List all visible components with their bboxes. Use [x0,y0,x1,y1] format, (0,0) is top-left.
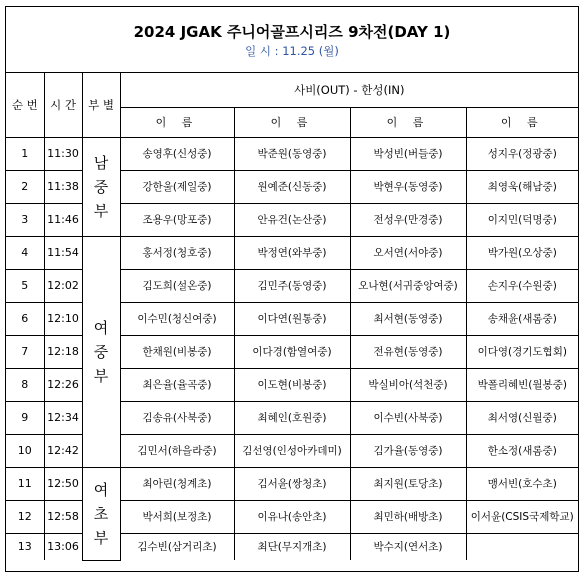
row-time: 12:34 [44,401,82,434]
player-name: 박수지(연서초) [350,533,466,560]
header-time: 시 간 [44,73,82,137]
row-number: 12 [6,500,44,533]
player-name: 최은율(율곡중) [120,368,234,401]
header-division: 부 별 [82,73,120,137]
player-name: 오나현(서귀중앙여중) [350,269,466,302]
row-number: 8 [6,368,44,401]
row-time: 12:58 [44,500,82,533]
row-number: 9 [6,401,44,434]
player-name: 전성우(만경중) [350,203,466,236]
player-name: 이수민(청신여중) [120,302,234,335]
header-name-4: 이 름 [466,107,578,137]
player-name: 김가율(동영중) [350,434,466,467]
player-name: 이지민(덕명중) [466,203,578,236]
player-name: 안유건(논산중) [234,203,350,236]
player-name: 김민주(동영중) [234,269,350,302]
division-char: 초 [93,504,109,523]
document-date: 일 시 : 11.25 (월) [245,44,339,58]
player-name: 최민하(배방초) [350,500,466,533]
division-cell [82,467,120,560]
division-char: 중 [93,342,109,361]
player-name [466,533,578,560]
player-name: 이유나(송안초) [234,500,350,533]
player-name: 한채원(비봉중) [120,335,234,368]
header-course: 사비(OUT) - 한성(IN) [120,73,578,107]
tee-time-table [6,73,578,561]
player-name: 이서윤(CSIS국제학교) [466,500,578,533]
header-name-1: 이 름 [120,107,234,137]
player-name: 김선영(인성아카데미) [234,434,350,467]
row-number: 10 [6,434,44,467]
row-number: 3 [6,203,44,236]
player-name: 김송유(사북중) [120,401,234,434]
player-name: 이다연(원통중) [234,302,350,335]
player-name: 오서연(서야중) [350,236,466,269]
header-row-1 [6,73,578,107]
player-name: 원예준(신동중) [234,170,350,203]
player-name: 이다경(함열여중) [234,335,350,368]
row-time: 11:46 [44,203,82,236]
player-name: 김도희(설온중) [120,269,234,302]
row-number: 5 [6,269,44,302]
player-name: 한소정(새롬중) [466,434,578,467]
table-row [6,137,578,170]
row-number: 2 [6,170,44,203]
player-name: 손지우(수원중) [466,269,578,302]
player-name: 최혜인(호원중) [234,401,350,434]
row-time: 12:50 [44,467,82,500]
row-time: 12:42 [44,434,82,467]
division-cell [82,137,120,236]
player-name: 김서윤(쌍청초) [234,467,350,500]
row-number: 13 [6,533,44,560]
row-time: 12:18 [44,335,82,368]
table-row [6,467,578,500]
division-char: 부 [93,528,109,547]
player-name: 최단(무지개초) [234,533,350,560]
document-title: 2024 JGAK 주니어골프시리즈 9차전(DAY 1) [133,23,451,41]
row-time: 12:02 [44,269,82,302]
tee-time-sheet [5,6,579,572]
row-time: 12:26 [44,368,82,401]
row-number: 7 [6,335,44,368]
player-name: 최지원(토당초) [350,467,466,500]
player-name: 송영후(신성중) [120,137,234,170]
player-name: 최서현(동영중) [350,302,466,335]
division-char: 여 [93,318,109,337]
player-name: 최영욱(해남중) [466,170,578,203]
player-name: 박가원(오상중) [466,236,578,269]
player-name: 이다영(경기도협회) [466,335,578,368]
row-number: 4 [6,236,44,269]
division-char: 부 [93,366,109,385]
player-name: 박성빈(버들중) [350,137,466,170]
player-name: 김수빈(삼거리초) [120,533,234,560]
row-time: 11:30 [44,137,82,170]
player-name: 성지우(정광중) [466,137,578,170]
player-name: 박폴리혜빈(월봉중) [466,368,578,401]
player-name: 전유현(동영중) [350,335,466,368]
player-name: 박현우(동영중) [350,170,466,203]
header-name-2: 이 름 [234,107,350,137]
row-time: 11:54 [44,236,82,269]
row-time: 13:06 [44,533,82,560]
player-name: 홍서정(청호중) [120,236,234,269]
player-name: 최서영(신월중) [466,401,578,434]
row-number: 1 [6,137,44,170]
player-name: 송채윤(새롬중) [466,302,578,335]
header-order: 순 번 [6,73,44,137]
header-name-3: 이 름 [350,107,466,137]
player-name: 맹서빈(호수초) [466,467,578,500]
player-name: 박준원(동영중) [234,137,350,170]
player-name: 박실비아(석천중) [350,368,466,401]
row-time: 12:10 [44,302,82,335]
player-name: 최아린(청계초) [120,467,234,500]
title-block [6,7,578,73]
player-name: 이도현(비봉중) [234,368,350,401]
player-name: 강한울(제일중) [120,170,234,203]
player-name: 김민서(하을라중) [120,434,234,467]
player-name: 이수빈(사북중) [350,401,466,434]
row-time: 11:38 [44,170,82,203]
division-char: 중 [93,177,109,196]
table-row [6,236,578,269]
player-name: 조용우(망포중) [120,203,234,236]
division-char: 남 [93,153,109,172]
row-number: 6 [6,302,44,335]
player-name: 박정연(와부중) [234,236,350,269]
division-char: 여 [93,480,109,499]
division-char: 부 [93,201,109,220]
division-cell [82,236,120,467]
player-name: 박서희(보정초) [120,500,234,533]
row-number: 11 [6,467,44,500]
